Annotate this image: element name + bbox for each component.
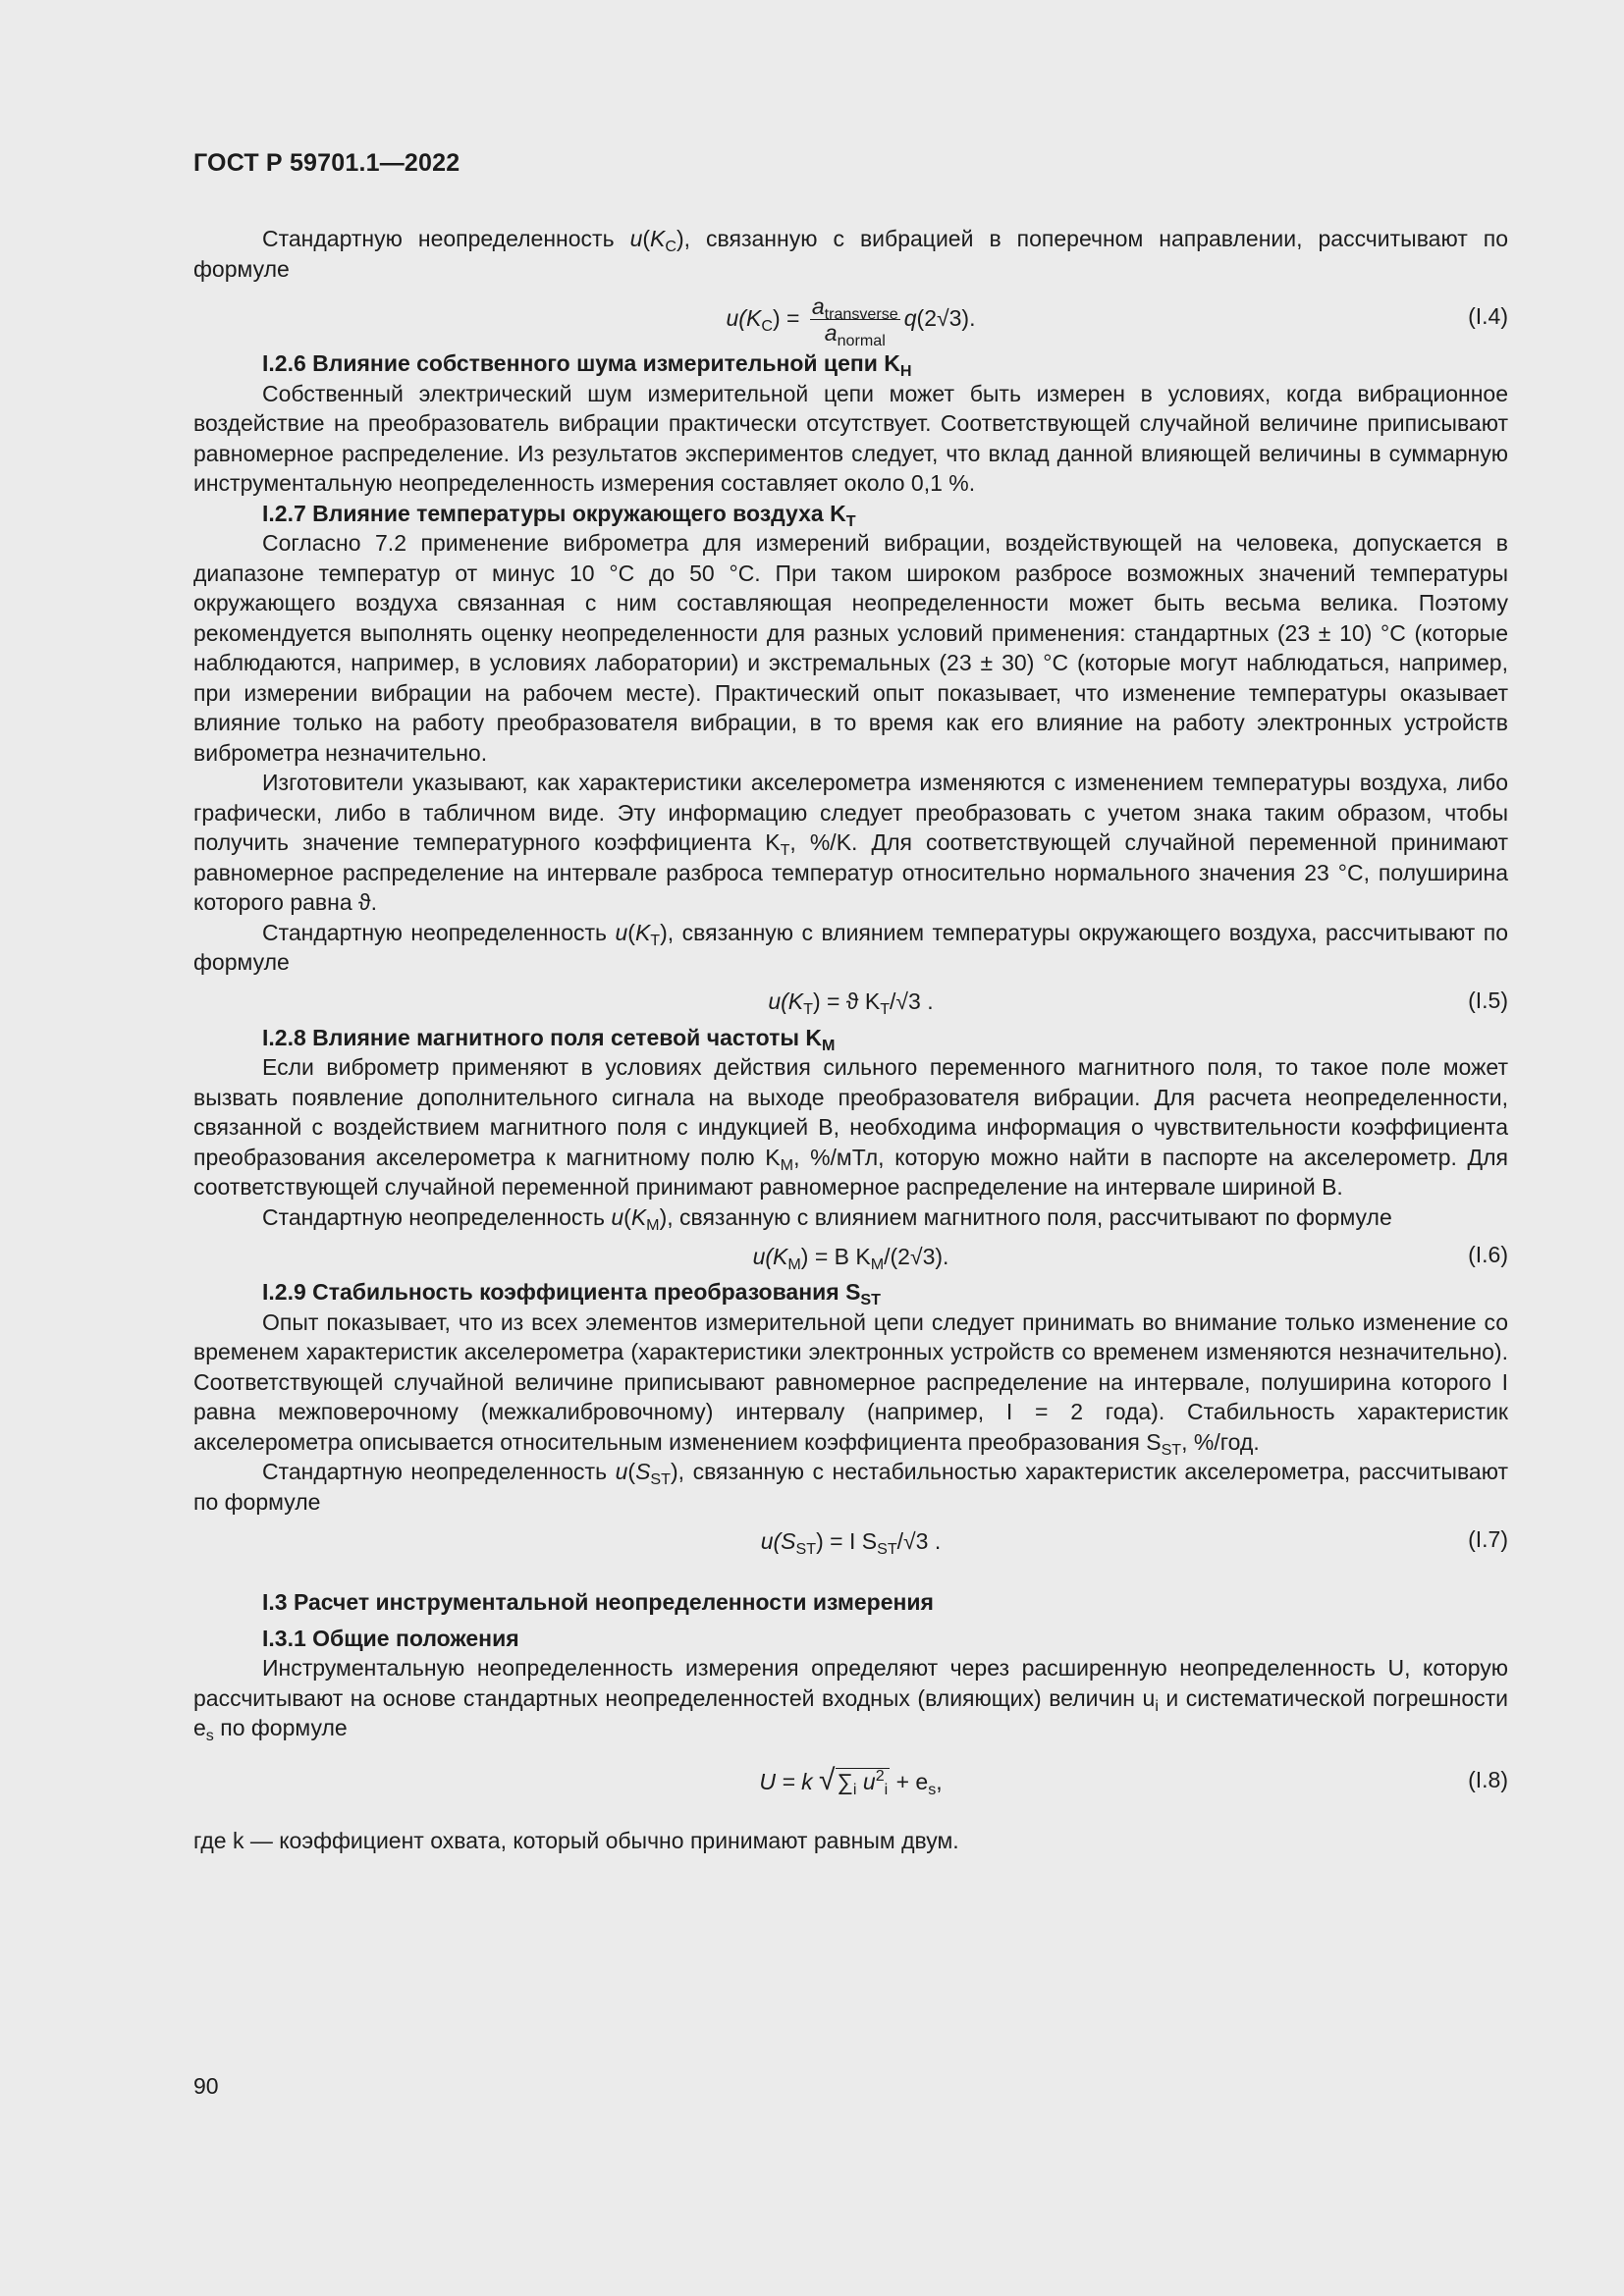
page-number: 90 xyxy=(193,2073,219,2099)
formula-number: (I.5) xyxy=(1468,987,1508,1013)
paragraph: Стандартную неопределенность $u(K_T)$, связанную с влиянием температуры окружающего воздуха, рассчитывают по формуле xyxy=(193,919,1508,975)
formula-number: (I.4) xyxy=(1468,303,1508,329)
heading-1-2-7: I.2.7 Влияние температуры окружающего воздуха $K_T$ xyxy=(262,500,856,530)
formula-number: (I.6) xyxy=(1468,1242,1508,1267)
heading-1-3: I.3 Расчет инструментальной неопределенности измерения xyxy=(262,1589,934,1615)
formula-number: (I.7) xyxy=(1468,1526,1508,1552)
paragraph-where: где k — коэффициент охвата, который обычно принимают равным двум. xyxy=(193,1827,959,1853)
formula-i8: U = k $√\sum_i$ $u^2_i + e_s$, (I.8) xyxy=(193,1743,1508,1816)
paragraph: Изготовители указывают, как характеристики акселерометра изменяются с изменением температуры воздуха, либо графически, либо в табличном виде. Эту информацию следует преобразовать с учетом знака таким образом, чтобы получить значение температурного коэффициента $K_T$, %/K. Для соответствующей случайной переменной принимают равномерное распределение на интервале разброса температур относительно нормального значения 23 °C, полуширина которого равна ϑ. xyxy=(193,770,1508,915)
paragraph: Стандартную неопределенность $u(K_M)$, связанную с влиянием магнитного поля, рассчитывают по формуле xyxy=(262,1203,1392,1234)
document-header: ГОСТ Р 59701.1—2022 xyxy=(193,149,460,177)
paragraph: Если виброметр применяют в условиях действия сильного переменного магнитного поля, то такое поле может вызвать появление дополнительного сигнала на выходе преобразователя вибрации. Для расчета неопределенности, связанной с воздействием магнитного поля с индукцией B, необходима информация о чувствительности коэффициента преобразования акселерометра к магнитному полю $K_M$, %/мТл, которую можно найти в паспорте на акселерометр. Для соответствующей случайной переменной принимают равномерное распределение на интервале шириной B. xyxy=(193,1054,1508,1200)
paragraph: Согласно 7.2 применение виброметра для измерений вибрации, воздействующей на человека, допускается в диапазоне температур от минус 10 °C до 50 °C. При таком широком разбросе возможных значений температуры окружающего воздуха связанная с ним составляющая неопределенности может быть весьма велика. Поэтому рекомендуется выполнять оценку неопределенности для разных условий применения: стандартных (23 ± 10) °C (которые наблюдаются, например, в условиях лаборатории) и экстремальных (23 ± 30) °C (которые могут наблюдаться, например, при измерении вибрации на рабочем месте). Практический опыт показывает, что изменение температуры оказывает влияние только на работу преобразователя вибрации, в то время как его влияние на работу электронных устройств виброметра незначительно. xyxy=(193,530,1508,766)
formula-i5: $u(K_T) = ϑ$ $K_T/√3$ . (I.5) xyxy=(193,978,1508,1023)
paragraph-intro: Стандартную неопределенность $u(K_C)$, связанную с вибрацией в поперечном направлении, рассчитывают по формуле xyxy=(193,226,1508,282)
heading-1-2-8: I.2.8 Влияние магнитного поля сетевой частоты $K_M$ xyxy=(262,1024,836,1054)
heading-1-3-1: I.3.1 Общие положения xyxy=(262,1625,519,1651)
paragraph: Собственный электрический шум измерительной цепи может быть измерен в условиях, когда вибрационное воздействие на преобразователь вибрации практически отсутствует. Соответствующей случайной величине приписывают равномерное распределение. Из результатов экспериментов следует, что вклад данной влияющей величины в суммарную инструментальную неопределенность измерения составляет около 0,1 %. xyxy=(193,380,1508,496)
formula-number: (I.8) xyxy=(1468,1766,1508,1792)
formula-i7: $u(S_{ST}) = I$ $S_{ST}/√3$ . (I.7) xyxy=(193,1517,1508,1562)
formula-i4: $u(K_C)$ = $\frac{a_{transverse}}{a_{normal}}$ q(2√3). (I.4) xyxy=(193,284,1508,348)
formula-i6: $u(K_M) = B$ $K_M/(2√3)$. (I.6) xyxy=(193,1232,1508,1277)
paragraph: Опыт показывает, что из всех элементов измерительной цепи следует принимать во внимание только изменение со временем характеристик акселерометра (характеристики электронных устройств со временем изменяются незначительно). Соответствующей случайной величине приписывают равномерное распределение на интервале, полуширина которого I равна межповерочному (межкалибровочному) интервалу (например, I = 2 года). Стабильность характеристик акселерометра описывается относительным изменением коэффициента преобразования $S_{ST}$, %/год. xyxy=(193,1308,1508,1459)
heading-1-2-9: I.2.9 Стабильность коэффициента преобразования $S_{ST}$ xyxy=(262,1279,881,1308)
document-body xyxy=(193,224,1508,1855)
paragraph: Инструментальную неопределенность измерения определяют через расширенную неопределенность U, которую рассчитывают на основе стандартных неопределенностей входных (влияющих) величин $u_i$ и систематической погрешности $e_s$ по формуле xyxy=(193,1655,1508,1744)
paragraph: Стандартную неопределенность $u(S_{ST})$, связанную с нестабильностью характеристик акселерометра, рассчитывают по формуле xyxy=(193,1459,1508,1515)
heading-1-2-6: I.2.6 Влияние собственного шума измерительной цепи $K_H$ xyxy=(262,350,912,380)
